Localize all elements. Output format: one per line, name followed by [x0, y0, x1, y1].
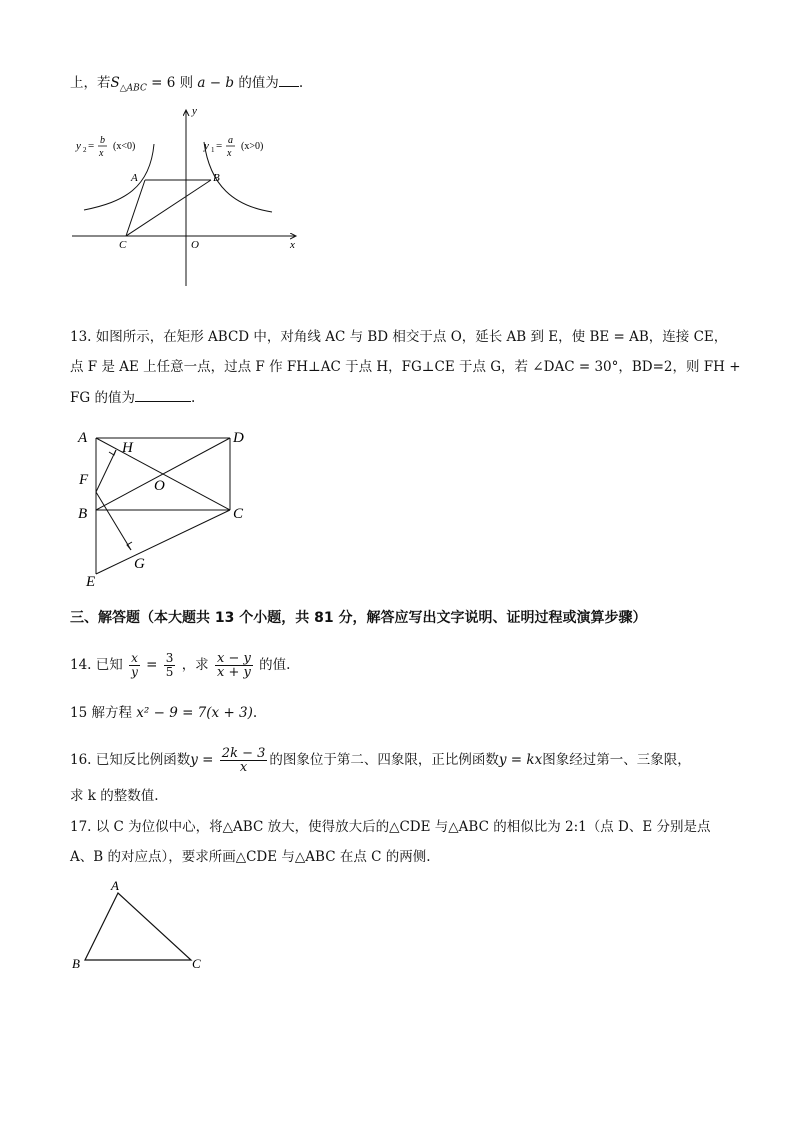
point-O-label: O [191, 239, 199, 251]
right-angle-H [109, 450, 116, 455]
label-D: D [233, 430, 244, 446]
answer-blank [135, 387, 191, 402]
svg-text:x: x [227, 148, 232, 159]
answer-blank [279, 72, 299, 87]
svg-text:=: = [216, 140, 223, 152]
formula-y2 [75, 135, 135, 159]
label-B: B [72, 956, 80, 971]
svg-text:x: x [99, 148, 104, 159]
svg-text:=: = [88, 140, 95, 152]
formula-y1 [203, 135, 263, 159]
fraction-2k-3-over-x: $\frac{2k - 3}{x}$ [221, 746, 266, 775]
curve-y2 [84, 144, 154, 210]
label-B: B [78, 506, 88, 522]
svg-text:(x<0): (x<0) [113, 141, 136, 152]
q12-figure [64, 100, 314, 290]
q16-line1: 16. 已知反比例函数y = $\frac{2k - 3}{x}$ 的图象位于第二、四象限，正比例函数y = kx图象经过第一、三象限， [70, 746, 691, 775]
q13-figure [74, 424, 264, 594]
right-angle-G [127, 542, 132, 550]
point-B-label: B [213, 172, 220, 184]
label-C: C [233, 506, 244, 522]
label-C: C [192, 956, 201, 971]
q16-line2: 求 k 的整数值. [70, 788, 159, 804]
svg-text:1: 1 [211, 146, 215, 154]
svg-text:(x>0): (x>0) [241, 141, 264, 152]
svg-text:y: y [76, 140, 81, 152]
point-C-label: C [119, 239, 127, 251]
q12-line: 上，若$S_{\triangle ABC} = 6$ 则 a − b 的值为 . [70, 72, 303, 99]
fraction-3-over-5: $\frac{3}{5}$ [165, 651, 174, 679]
q17-figure [66, 874, 216, 974]
y-axis-label: y [192, 105, 197, 117]
svg-text:a: a [228, 135, 233, 146]
q14-line: 14. 已知 $\frac{x}{y}$ = $\frac{3}{5}$ ，求 $\frac{x - y}{x + y}$ 的值. [70, 651, 291, 680]
q17-line1: 17. 以 C 为位似中心，将△ABC 放大，使得放大后的△CDE 与△ABC 的相似比为 2:1（点 D、E 分别是点 [70, 819, 711, 835]
q13-line1: 13. 如图所示，在矩形 ABCD 中，对角线 AC 与 BD 相交于点 O，延长 AB 到 E，使 BE = AB，连接 CE， [70, 329, 728, 345]
q17-line2: A、B 的对应点），要求所画△CDE 与△ABC 在点 C 的两侧. [70, 849, 431, 865]
svg-text:b: b [100, 135, 105, 146]
segment-CE [96, 510, 230, 574]
point-A-label: A [131, 172, 138, 184]
label-H: H [122, 440, 133, 456]
label-O: O [154, 478, 165, 494]
label-F: F [79, 472, 89, 488]
x-axis-label: x [290, 239, 295, 251]
q13-line2: 点 F 是 AE 上任意一点，过点 F 作 FH⊥AC 于点 H，FG⊥CE 于点 G，若 ∠DAC = 30°，BD=2，则 FH + [70, 359, 741, 375]
svg-text:2: 2 [83, 146, 87, 154]
segment-FH [96, 450, 116, 492]
label-A: A [78, 430, 88, 446]
q15-line: 15 解方程 x² − 9 = 7(x + 3). [70, 705, 258, 721]
svg-text:y: y [204, 140, 209, 152]
triangle-ABC [85, 893, 191, 960]
label-A: A [111, 878, 119, 893]
label-E: E [86, 574, 96, 590]
area-symbol: $S_{\triangle ABC}$ [110, 75, 147, 94]
section3-heading: 三、解答题（本大题共 13 个小题，共 81 分，解答应写出文字说明、证明过程或演算步骤） [70, 610, 647, 626]
label-G: G [134, 556, 145, 572]
q13-line3: FG 的值为 . [70, 387, 195, 408]
fraction-expr: $\frac{x - y}{x + y}$ [216, 651, 251, 680]
fraction-x-over-y: $\frac{x}{y}$ [131, 651, 138, 679]
segment-BC [126, 180, 211, 236]
